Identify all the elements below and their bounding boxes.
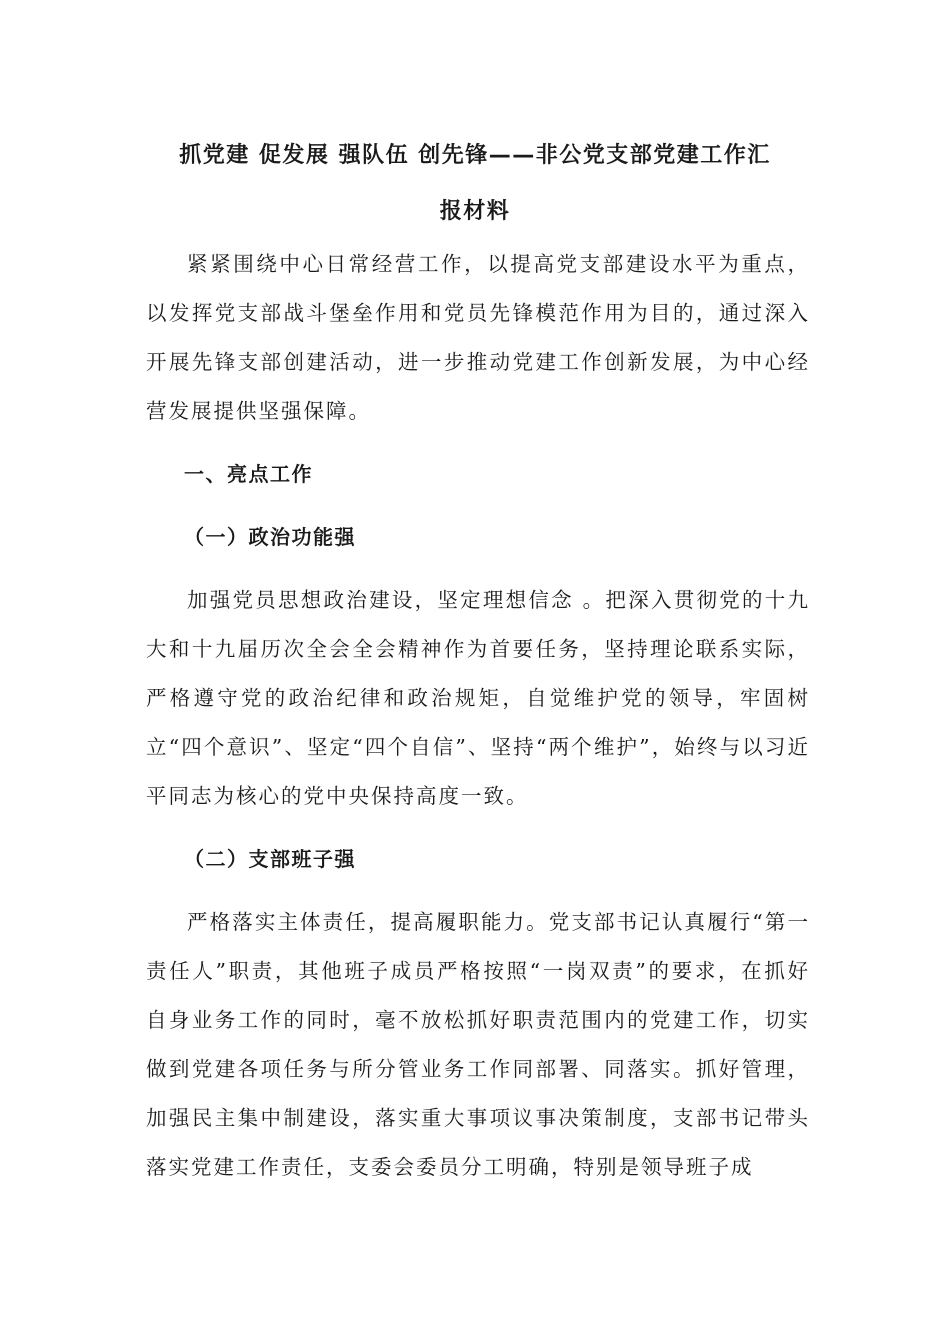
subsection-heading-leadership: （二）支部班子强	[184, 847, 356, 871]
document-title	[140, 128, 810, 240]
subsection-heading-political: （一）政治功能强	[184, 525, 356, 549]
title-line-1: 抓党建 促发展 强队伍 创先锋——非公党支部党建工作汇	[179, 143, 771, 168]
intro-paragraph: 紧紧围绕中心日常经营工作，以提高党支部建设水平为重点，以发挥党支部战斗堡垒作用和党员先锋模范作用为目的，通过深入开展先锋支部创建活动，进一步推动党建工作创新发展，为中心经营发展提供坚强保障。	[146, 252, 810, 423]
document-body	[146, 240, 810, 1192]
title-line-2: 报材料	[439, 199, 511, 224]
leadership-paragraph: 严格落实主体责任，提高履职能力。党支部书记认真履行“第一责任人”职责，其他班子成员严格按照“一岗双责”的要求，在抓好自身业务工作的同时，毫不放松抓好职责范围内的党建工作，切实做到党建各项任务与所分管业务工作同部署、同落实。抓好管理，加强民主集中制建设，落实重大事项议事决策制度，支部书记带头落实党建工作责任，支委会委员分工明确，特别是领导班子成	[146, 910, 810, 1179]
section-heading-highlights: 一、亮点工作	[184, 462, 313, 486]
political-paragraph: 加强党员思想政治建设，坚定理想信念 。把深入贯彻党的十九大和十九届历次全会全会精神作为首要任务，坚持理论联系实际，严格遵守党的政治纪律和政治规矩，自觉维护党的领导，牢固树立“四个意识”、坚定“四个自信”、坚持“两个维护”，始终与以习近平同志为核心的党中央保持高度一致。	[146, 588, 810, 808]
